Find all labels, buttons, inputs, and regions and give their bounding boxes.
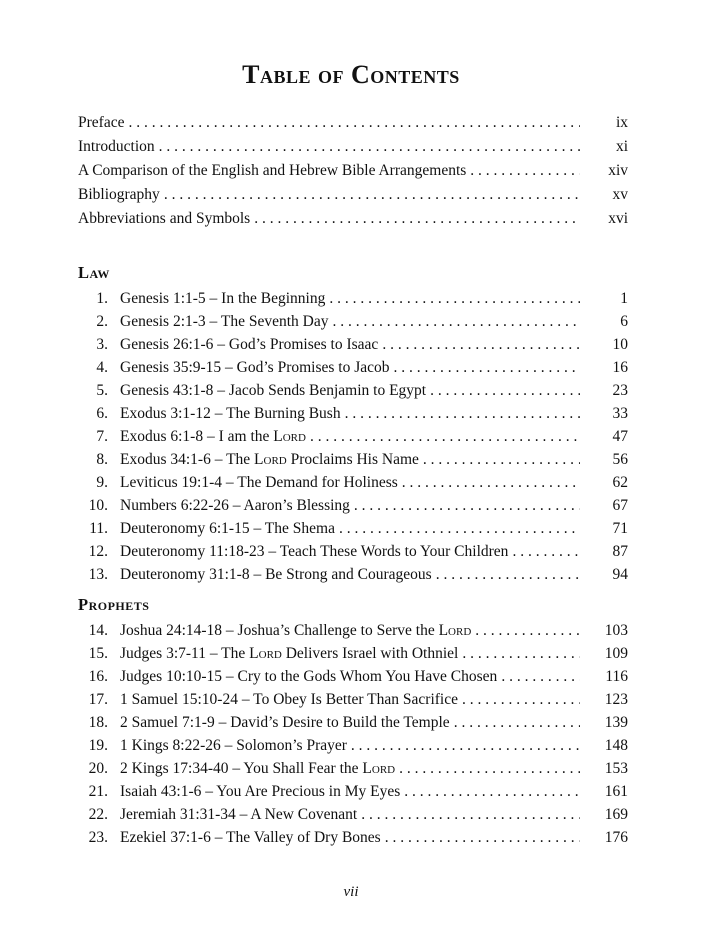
toc-entry-page: 62 <box>612 474 628 491</box>
toc-row-introduction <box>78 137 628 157</box>
leader-dots <box>394 358 580 378</box>
toc-entry-page: 56 <box>612 451 628 468</box>
toc-entry-label: Genesis 43:1-8 – Jacob Sends Benjamin to Egypt <box>120 382 427 399</box>
leader-dots <box>128 113 580 133</box>
leader-dots <box>382 335 580 355</box>
toc-entry-label: Exodus 34:1-6 – The Lord Proclaims His Name <box>120 451 419 468</box>
toc-entry-row <box>88 667 628 687</box>
toc-row-abbreviations <box>78 209 628 229</box>
toc-entry-label: Genesis 2:1-3 – The Seventh Day <box>120 313 329 330</box>
toc-entry-page: 10 <box>612 336 628 353</box>
leader-dots <box>454 713 580 733</box>
leader-dots <box>254 209 580 229</box>
leader-dots <box>333 312 581 332</box>
toc-entry-number: 16. <box>88 668 108 685</box>
leader-dots <box>345 404 580 424</box>
toc-entry-row <box>88 519 628 539</box>
toc-entry-page: 67 <box>612 497 628 514</box>
toc-entry-label: Genesis 26:1-6 – God’s Promises to Isaac <box>120 336 379 353</box>
leader-dots <box>361 805 580 825</box>
toc-entry-label: Deuteronomy 11:18-23 – Teach These Words to Your Children <box>120 543 509 560</box>
toc-entry-row <box>88 621 628 641</box>
toc-entry-page: 153 <box>604 760 628 777</box>
leader-dots <box>501 667 580 687</box>
leader-dots <box>512 542 580 562</box>
toc-entry-row <box>88 805 628 825</box>
toc-entry-label: Exodus 6:1-8 – I am the Lord <box>120 428 306 445</box>
toc-entry-number: 17. <box>88 691 108 708</box>
section-heading-law: Law <box>78 263 110 282</box>
leader-dots <box>164 185 580 205</box>
toc-entry-row <box>88 713 628 733</box>
toc-entry-label: Exodus 3:1-12 – The Burning Bush <box>120 405 341 422</box>
toc-entry-number: 6. <box>96 405 108 422</box>
leader-dots <box>354 496 580 516</box>
toc-label: Introduction <box>78 138 155 155</box>
toc-entry-number: 13. <box>88 566 108 583</box>
leader-dots <box>462 644 580 664</box>
leader-dots <box>159 137 580 157</box>
leader-dots <box>385 828 580 848</box>
toc-entry-label: 1 Samuel 15:10-24 – To Obey Is Better Than Sacrifice <box>120 691 458 708</box>
toc-entry-page: 109 <box>604 645 628 662</box>
section-heading-prophets: Prophets <box>78 595 150 614</box>
toc-entry-row <box>88 690 628 710</box>
toc-entry-number: 12. <box>88 543 108 560</box>
toc-entry-page: 23 <box>612 382 628 399</box>
toc-entry-label: 2 Samuel 7:1-9 – David’s Desire to Build the Temple <box>120 714 450 731</box>
toc-entry-number: 3. <box>96 336 108 353</box>
toc-entry-row <box>88 828 628 848</box>
toc-entry-label: Joshua 24:14-18 – Joshua’s Challenge to Serve the Lord <box>120 622 472 639</box>
toc-entry-number: 9. <box>96 474 108 491</box>
toc-row-preface <box>78 113 628 133</box>
toc-entry-row <box>88 450 628 470</box>
toc-entry-row <box>88 358 628 378</box>
leader-dots <box>404 782 580 802</box>
toc-entry-label: Numbers 6:22-26 – Aaron’s Blessing <box>120 497 350 514</box>
toc-label: Preface <box>78 114 125 131</box>
toc-entry-page: 161 <box>604 783 628 800</box>
toc-entry-row <box>88 335 628 355</box>
toc-entry-row <box>88 496 628 516</box>
toc-entry-page: 148 <box>604 737 628 754</box>
toc-entry-row <box>88 289 628 309</box>
leader-dots <box>430 381 580 401</box>
toc-entry-number: 2. <box>96 313 108 330</box>
leader-dots <box>475 621 580 641</box>
leader-dots <box>310 427 580 447</box>
toc-entry-row <box>88 565 628 585</box>
leader-dots <box>402 473 580 493</box>
toc-label: A Comparison of the English and Hebrew Bible Arrangements <box>78 162 467 179</box>
leader-dots <box>351 736 580 756</box>
toc-entry-page: 1 <box>620 290 628 307</box>
toc-entry-row <box>88 542 628 562</box>
toc-entry-row <box>88 404 628 424</box>
toc-entry-row <box>88 736 628 756</box>
toc-entry-label: Isaiah 43:1-6 – You Are Precious in My Eyes <box>120 783 401 800</box>
toc-entry-number: 22. <box>88 806 108 823</box>
toc-entry-row <box>88 759 628 779</box>
toc-entry-label: Genesis 1:1-5 – In the Beginning <box>120 290 326 307</box>
toc-entry-page: 123 <box>604 691 628 708</box>
toc-entry-number: 7. <box>96 428 108 445</box>
leader-dots <box>423 450 580 470</box>
toc-page: xv <box>612 186 628 203</box>
toc-entry-label: Ezekiel 37:1-6 – The Valley of Dry Bones <box>120 829 381 846</box>
toc-entry-page: 16 <box>612 359 628 376</box>
toc-label: Bibliography <box>78 186 160 203</box>
toc-entry-number: 20. <box>88 760 108 777</box>
leader-dots <box>329 289 580 309</box>
toc-entry-label: 1 Kings 8:22-26 – Solomon’s Prayer <box>120 737 347 754</box>
toc-entry-number: 23. <box>88 829 108 846</box>
toc-entry-number: 1. <box>96 290 108 307</box>
toc-entry-page: 6 <box>620 313 628 330</box>
toc-entry-page: 33 <box>612 405 628 422</box>
leader-dots <box>339 519 580 539</box>
toc-entry-number: 18. <box>88 714 108 731</box>
toc-entry-page: 176 <box>604 829 628 846</box>
toc-entry-row <box>88 427 628 447</box>
toc-page: ix <box>615 114 628 131</box>
toc-entry-row <box>88 381 628 401</box>
toc-entry-label: Leviticus 19:1-4 – The Demand for Holiness <box>120 474 398 491</box>
page-folio: vii <box>343 884 359 900</box>
toc-page: xvi <box>608 210 628 227</box>
toc-entry-page: 71 <box>612 520 628 537</box>
toc-entry-page: 139 <box>604 714 628 731</box>
toc-row-bibliography <box>78 185 628 205</box>
leader-dots <box>470 161 580 181</box>
toc-entry-number: 10. <box>88 497 108 514</box>
toc-entry-number: 21. <box>88 783 108 800</box>
toc-entry-page: 94 <box>612 566 628 583</box>
toc-row-comparison <box>78 161 628 181</box>
toc-page: xi <box>615 138 628 155</box>
toc-entry-label: Judges 3:7-11 – The Lord Delivers Israel with Othniel <box>120 645 459 662</box>
toc-entry-page: 47 <box>612 428 628 445</box>
toc-entry-label: Judges 10:10-15 – Cry to the Gods Whom You Have Chosen <box>120 668 498 685</box>
toc-entry-row <box>88 644 628 664</box>
leader-dots <box>436 565 580 585</box>
toc-entry-label: Jeremiah 31:31-34 – A New Covenant <box>120 806 358 823</box>
toc-label: Abbreviations and Symbols <box>78 210 251 227</box>
toc-entry-number: 4. <box>96 359 108 376</box>
toc-entry-row <box>88 473 628 493</box>
leader-dots <box>399 759 580 779</box>
toc-entry-page: 87 <box>612 543 628 560</box>
toc-entry-label: Deuteronomy 6:1-15 – The Shema <box>120 520 335 537</box>
toc-entry-number: 5. <box>96 382 108 399</box>
toc-entry-row <box>88 312 628 332</box>
toc-entry-number: 8. <box>96 451 108 468</box>
leader-dots <box>462 690 580 710</box>
toc-entry-page: 103 <box>604 622 628 639</box>
toc-entry-number: 14. <box>88 622 108 639</box>
toc-entry-number: 11. <box>89 520 108 537</box>
toc-entry-page: 116 <box>605 668 628 685</box>
toc-entry-label: Deuteronomy 31:1-8 – Be Strong and Courageous <box>120 566 432 583</box>
toc-entry-label: 2 Kings 17:34-40 – You Shall Fear the Lord <box>120 760 396 777</box>
page-title: Table of Contents <box>242 60 460 89</box>
toc-entry-row <box>88 782 628 802</box>
toc-entry-number: 15. <box>88 645 108 662</box>
toc-entry-label: Genesis 35:9-15 – God’s Promises to Jacob <box>120 359 390 376</box>
toc-entry-number: 19. <box>88 737 108 754</box>
toc-entry-page: 169 <box>604 806 628 823</box>
toc-page: xiv <box>608 162 628 179</box>
